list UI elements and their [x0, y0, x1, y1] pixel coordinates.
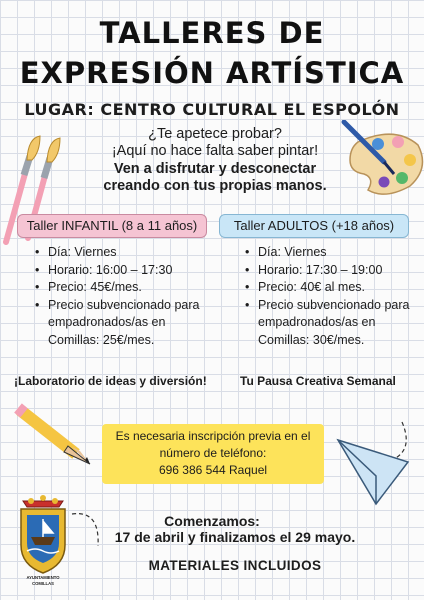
registration-phone: 696 386 544 Raquel [158, 463, 268, 477]
intro-line: ¿Te apetece probar? [148, 126, 282, 142]
svg-text:COMILLAS: COMILLAS [32, 581, 54, 586]
start-dates: 17 de abril y finalizamos el 29 mayo. [114, 529, 356, 545]
svg-text:AYUNTAMIENTO: AYUNTAMIENTO [26, 575, 60, 580]
paper-plane-illustration [332, 420, 424, 520]
adults-workshop-tag: Taller ADULTOS (+18 años) [219, 214, 409, 238]
kids-detail-day: • Día: Viernes [35, 244, 220, 262]
registration-line: número de teléfono: [159, 446, 267, 460]
registration-box [102, 424, 324, 484]
title-line-2: EXPRESIÓN ARTÍSTICA [19, 56, 405, 90]
intro-line: Ven a disfrutar y desconectar [113, 161, 317, 177]
kids-detail-time: • Horario: 16:00 – 17:30 [35, 262, 220, 280]
adults-detail-time: • Horario: 17:30 – 19:00 [245, 262, 420, 280]
kids-tagline: ¡Laboratorio de ideas y diversión! [14, 374, 207, 388]
adults-details-list [245, 244, 420, 349]
materials-included: MATERIALES INCLUIDOS [148, 558, 322, 573]
pencil-illustration [14, 402, 94, 468]
title-line-1: TALLERES DE [99, 16, 325, 50]
venue-label: LUGAR: CENTRO CULTURAL EL ESPOLÓN [24, 100, 400, 119]
kids-workshop-tag: Taller INFANTIL (8 a 11 años) [17, 214, 207, 238]
kids-details-list [35, 244, 220, 349]
kids-detail-subsidized-price: • Precio subvencionado para empadronados/as en Comillas: 25€/mes. [35, 297, 220, 350]
adults-tagline: Tu Pausa Creativa Semanal [240, 374, 396, 388]
town-crest-logo [13, 493, 73, 588]
adults-detail-day: • Día: Viernes [245, 244, 420, 262]
registration-line: Es necesaria inscripción previa en el [115, 429, 311, 443]
palette-illustration [340, 120, 424, 200]
start-heading: Comenzamos: [164, 513, 260, 529]
adults-detail-subsidized-price: • Precio subvencionado para empadronados/as en Comillas: 30€/mes. [245, 297, 420, 350]
intro-line: creando con tus propias manos. [103, 178, 327, 194]
adults-detail-price: • Precio: 40€ al mes. [245, 279, 420, 297]
intro-line: ¡Aquí no hace falta saber pintar! [111, 143, 319, 159]
kids-detail-price: • Precio: 45€/mes. [35, 279, 220, 297]
